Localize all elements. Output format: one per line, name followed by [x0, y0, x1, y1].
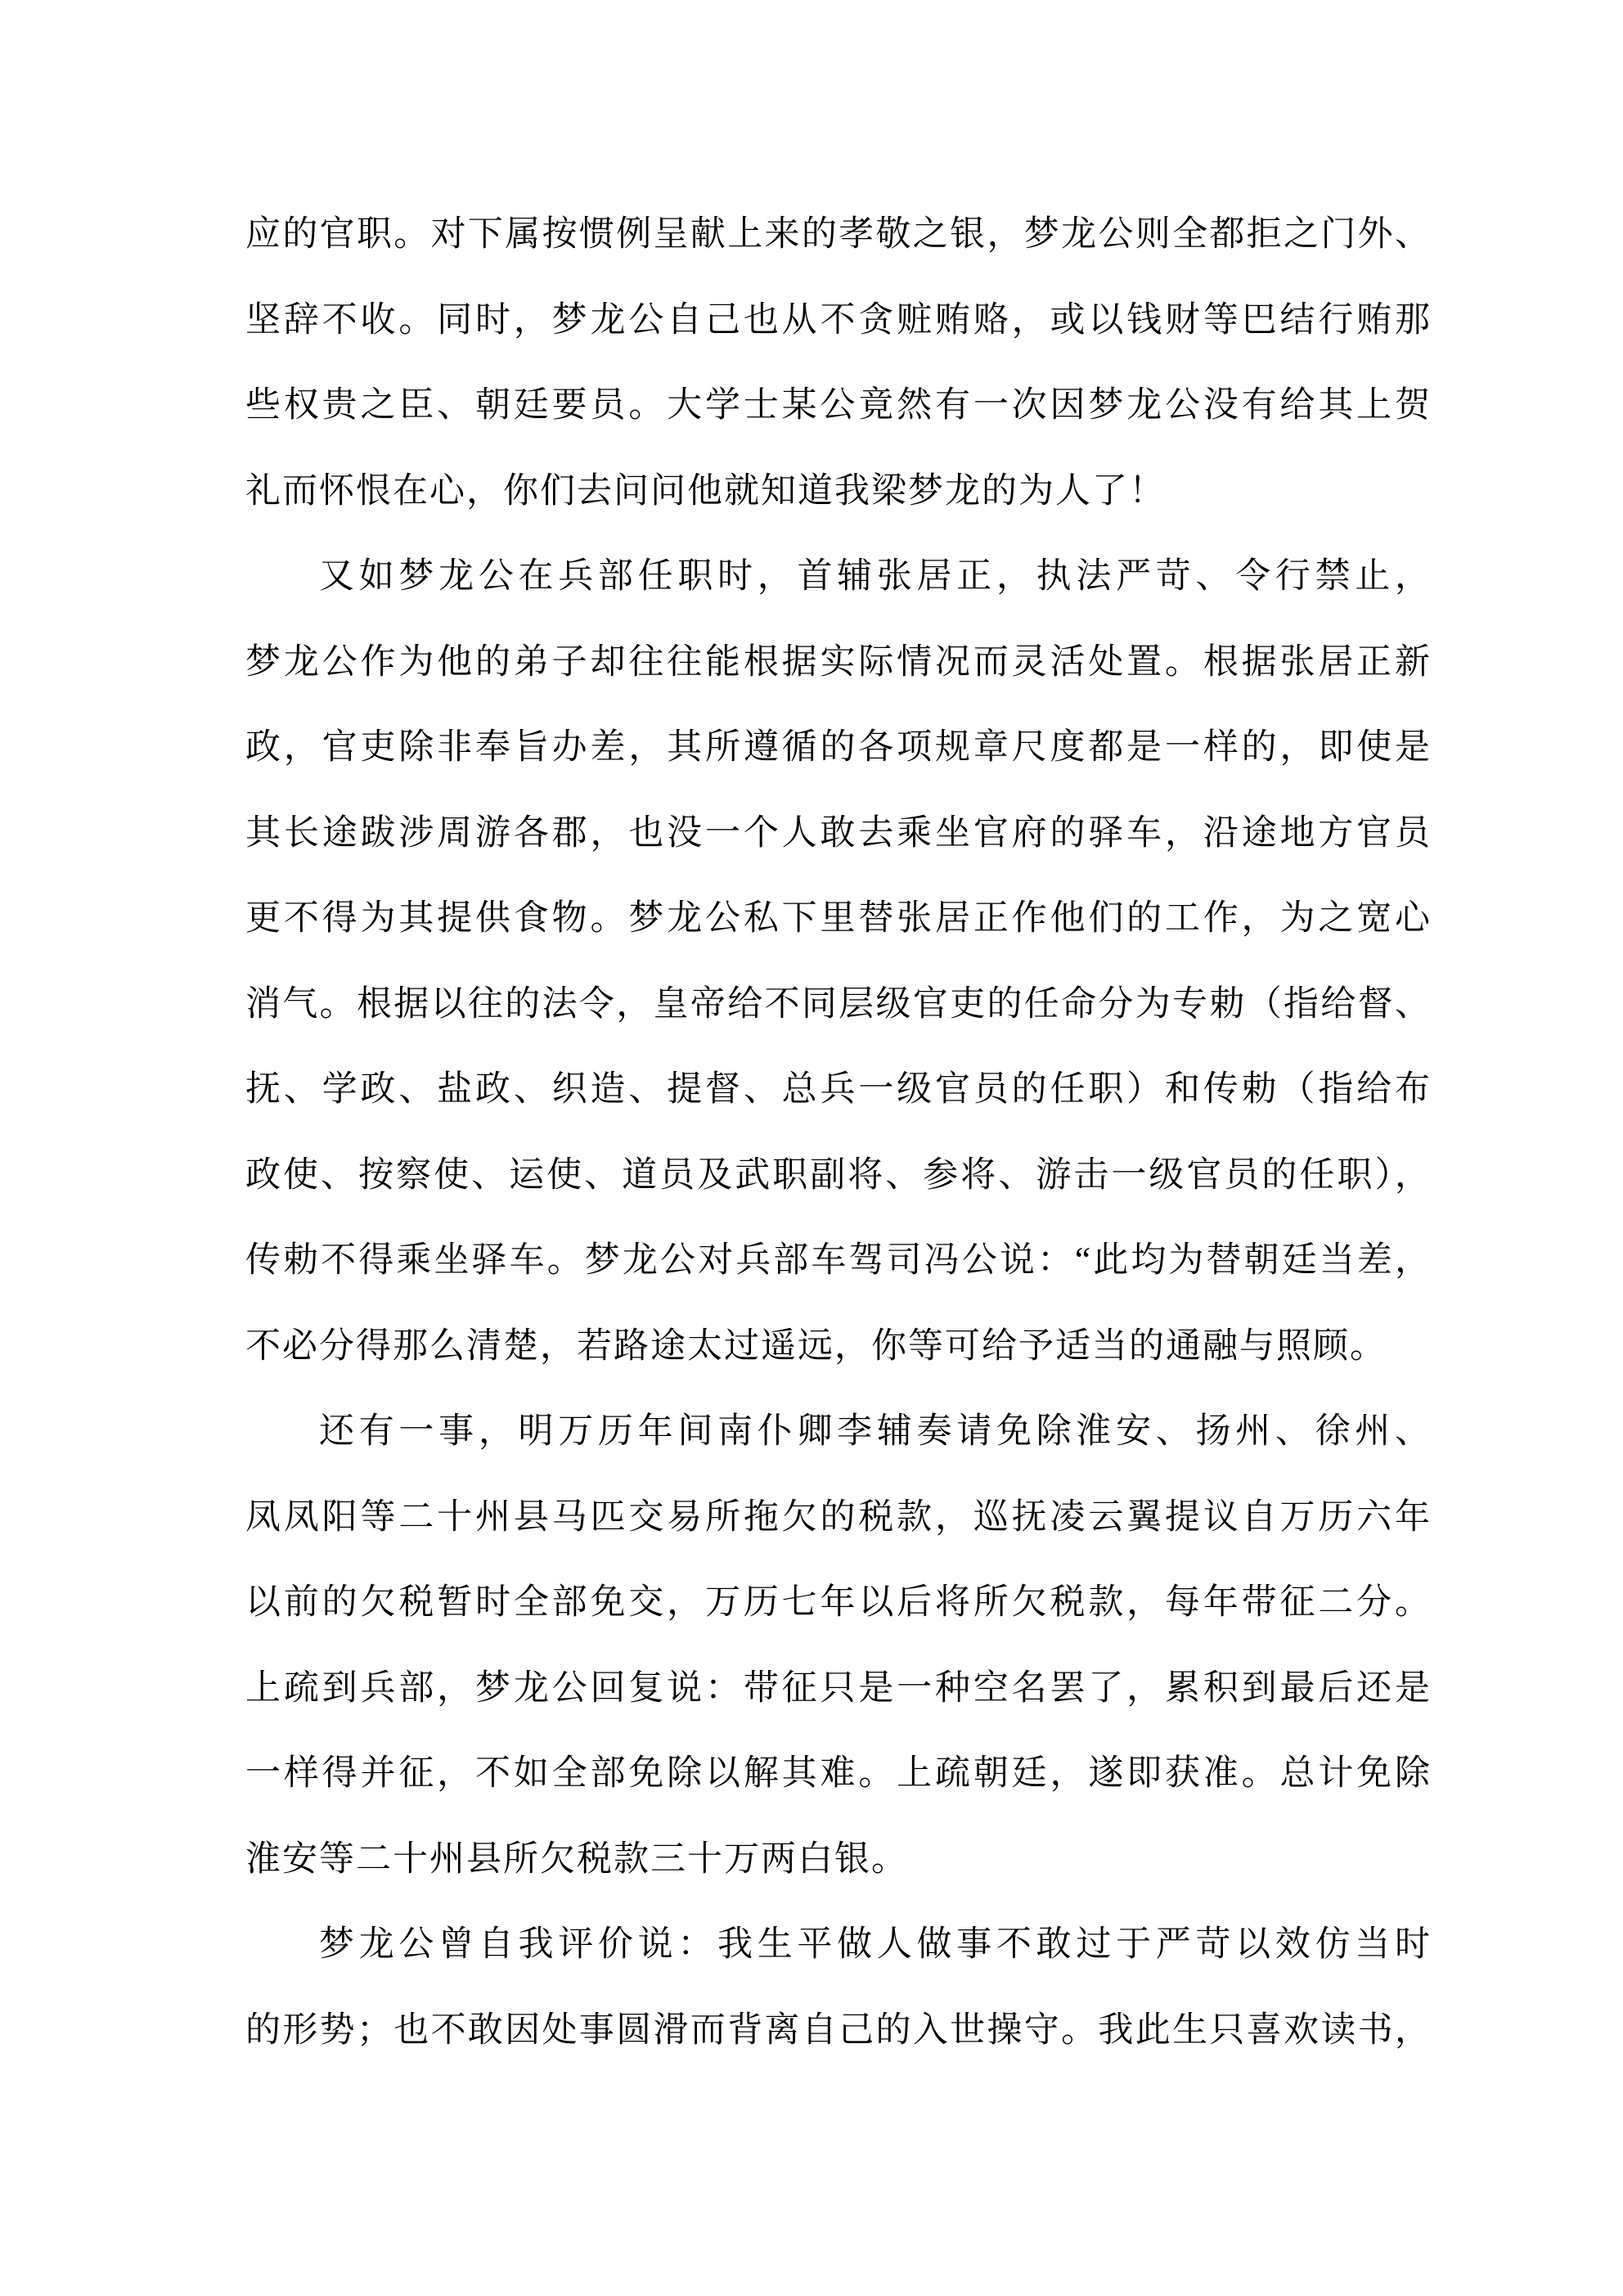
- text-line: 抚、学政、盐政、织造、提督、总兵一级官员的任职）和传勅（指给布: [245, 1070, 1430, 1109]
- text-line: 一样得并征，不如全部免除以解其难。上疏朝廷，遂即获准。总计免除: [245, 1754, 1430, 1793]
- text-line: 上疏到兵部，梦龙公回复说：带征只是一种空名罢了，累积到最后还是: [245, 1668, 1430, 1708]
- text-line: 其长途跋涉周游各郡，也没一个人敢去乘坐官府的驿车，沿途地方官员: [245, 813, 1430, 853]
- text-line: 的形势；也不敢因处事圆滑而背离自己的入世操守。我此生只喜欢读书，: [245, 2010, 1430, 2050]
- text-line: 礼而怀恨在心，你们去问问他就知道我梁梦龙的为人了！: [245, 471, 1166, 511]
- text-line: 消气。根据以往的法令，皇帝给不同层级官吏的任命分为专勅（指给督、: [245, 984, 1430, 1024]
- text-line: 政使、按察使、运使、道员及武职副将、参将、游击一级官员的任职），: [245, 1155, 1430, 1195]
- text-line: 不必分得那么清楚，若路途太过遥远，你等可给予适当的通融与照顾。: [245, 1326, 1387, 1366]
- text-line: 更不得为其提供食物。梦龙公私下里替张居正作他们的工作，为之宽心: [245, 899, 1430, 938]
- text-line: 淮安等二十州县所欠税款三十万两白银。: [245, 1839, 908, 1879]
- text-line: 些权贵之臣、朝廷要员。大学士某公竟然有一次因梦龙公没有给其上贺: [245, 386, 1430, 425]
- text-line: 应的官职。对下属按惯例呈献上来的孝敬之银，梦龙公则全都拒之门外、: [245, 215, 1430, 254]
- text-line: 以前的欠税暂时全部免交，万历七年以后将所欠税款，每年带征二分。: [245, 1583, 1430, 1622]
- text-line: 坚辞不收。同时，梦龙公自己也从不贪赃贿赂，或以钱财等巴结行贿那: [245, 300, 1430, 340]
- text-body: [245, 192, 1430, 2073]
- text-line: 梦龙公作为他的弟子却往往能根据实际情况而灵活处置。根据张居正新: [245, 642, 1430, 682]
- text-line: 凤凤阳等二十州县马匹交易所拖欠的税款，巡抚凌云翼提议自万历六年: [245, 1497, 1430, 1537]
- text-line: 又如梦龙公在兵部任职时，首辅张居正，执法严苛、令行禁止，: [319, 557, 1430, 596]
- text-line: 政，官吏除非奉旨办差，其所遵循的各项规章尺度都是一样的，即使是: [245, 728, 1430, 767]
- text-line: 梦龙公曾自我评价说：我生平做人做事不敢过于严苛以效仿当时: [319, 1925, 1430, 1964]
- text-line: 传勅不得乘坐驿车。梦龙公对兵部车驾司冯公说：“此均为替朝廷当差，: [245, 1241, 1430, 1280]
- text-line: 还有一事，明万历年间南仆卿李辅奏请免除淮安、扬州、徐州、: [319, 1412, 1430, 1451]
